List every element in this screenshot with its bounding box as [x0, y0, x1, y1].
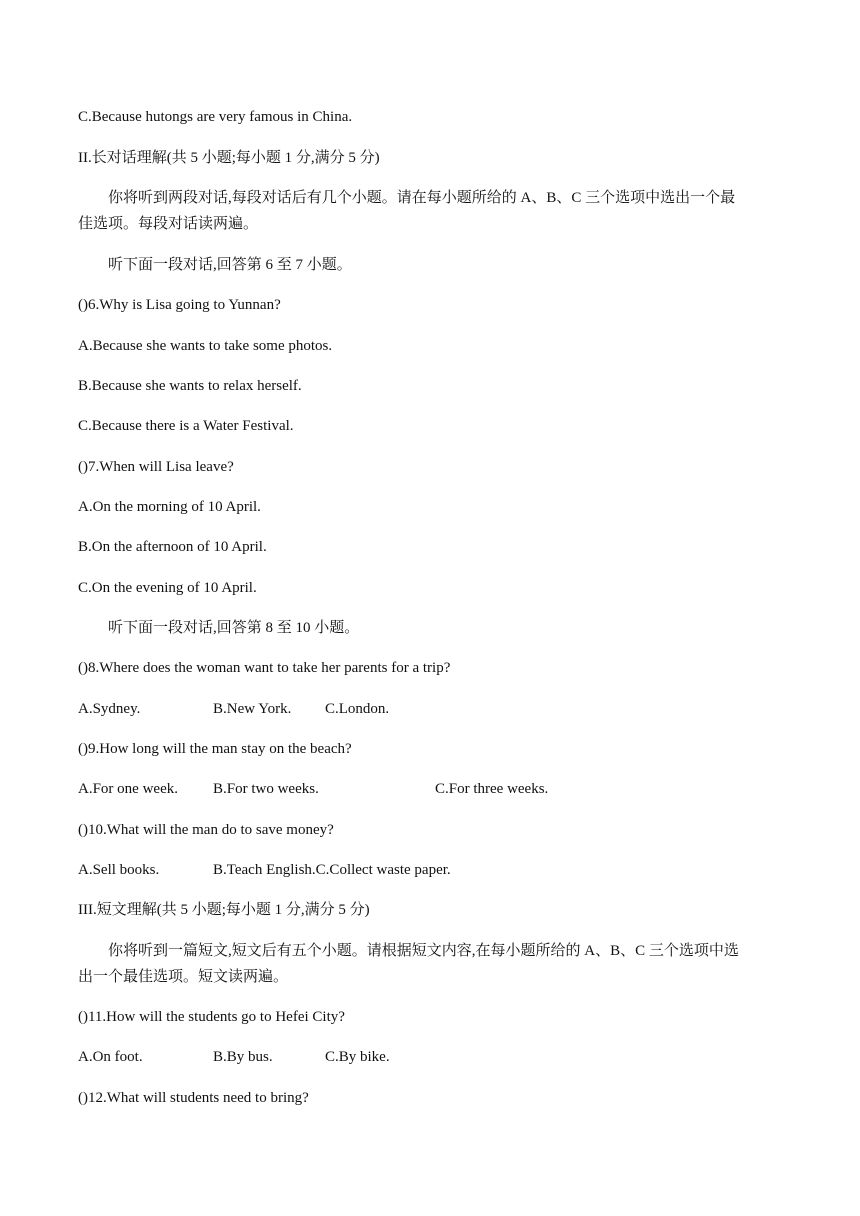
question-text: ()10.What will the man do to save money?	[78, 822, 334, 838]
instruction-text: 佳选项。每段对话读两遍。	[78, 216, 259, 232]
answer-option-text: A.Sell books.	[78, 862, 160, 878]
question-text: ()12.What will students need to bring?	[78, 1090, 309, 1106]
answer-option-text: A.On the morning of 10 April.	[78, 499, 261, 515]
instruction-text: 你将听到一篇短文,短文后有五个小题。请根据短文内容,在每小题所给的 A、B、C 三个选项中选	[108, 943, 739, 959]
answer-option-text: B.On the afternoon of 10 April.	[78, 539, 267, 555]
sub-instruction: 听下面一段对话,回答第 8 至 10 小题。	[108, 620, 360, 636]
answer-option-text: B.By bus.	[213, 1049, 273, 1065]
answer-option-text: C.London.	[325, 701, 390, 717]
answer-option-text: C.Because hutongs are very famous in China.	[78, 109, 353, 125]
question-text: ()8.Where does the woman want to take her parents for a trip?	[78, 660, 451, 676]
question-text: ()11.How will the students go to Hefei City?	[78, 1009, 345, 1025]
question-text: ()6.Why is Lisa going to Yunnan?	[78, 297, 281, 313]
answer-option-text: A.Because she wants to take some photos.	[78, 338, 333, 354]
answer-option-text: C.For three weeks.	[435, 781, 549, 797]
answer-option-text: C.On the evening of 10 April.	[78, 580, 257, 596]
answer-option-text: A.On foot.	[78, 1049, 143, 1065]
answer-option-text: A.For one week.	[78, 781, 178, 797]
question-text: ()9.How long will the man stay on the beach?	[78, 741, 352, 757]
answer-option-text: A.Sydney.	[78, 701, 141, 717]
answer-option-text: C.By bike.	[325, 1049, 390, 1065]
answer-option-text: C.Because there is a Water Festival.	[78, 418, 294, 434]
question-text: ()7.When will Lisa leave?	[78, 459, 234, 475]
answer-option-text: B.Teach English.C.Collect waste paper.	[213, 862, 451, 878]
answer-option-text: B.For two weeks.	[213, 781, 319, 797]
answer-option-text: B.New York.	[213, 701, 292, 717]
instruction-text: 你将听到两段对话,每段对话后有几个小题。请在每小题所给的 A、B、C 三个选项中选出一个最	[108, 190, 736, 206]
answer-option-text: B.Because she wants to relax herself.	[78, 378, 302, 394]
sub-instruction: 听下面一段对话,回答第 6 至 7 小题。	[108, 257, 352, 273]
instruction-text: 出一个最佳选项。短文读两遍。	[78, 969, 289, 985]
section-heading: III.短文理解(共 5 小题;每小题 1 分,满分 5 分)	[78, 902, 370, 918]
section-heading: II.长对话理解(共 5 小题;每小题 1 分,满分 5 分)	[78, 150, 380, 166]
